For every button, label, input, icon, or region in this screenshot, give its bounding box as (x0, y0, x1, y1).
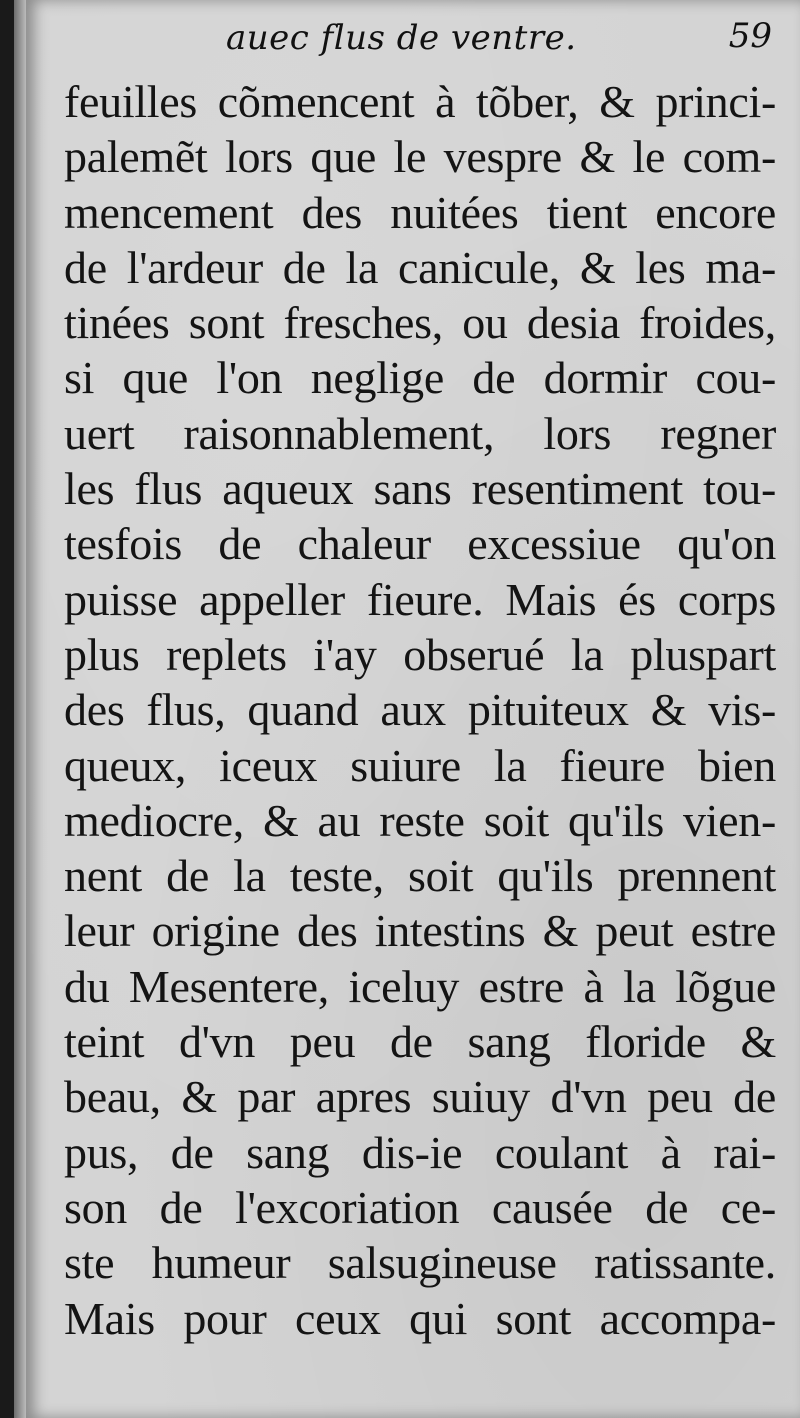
text-line: palemẽt lors que le vespre & le com- (64, 131, 776, 183)
text-line: si que l'on neglige de dormir cou- (64, 352, 776, 404)
book-page (26, 0, 800, 1418)
text-line: du Mesentere, iceluy estre à la lõgue (64, 960, 776, 1012)
text-line: tinées sont fresches, ou desia froides, (64, 297, 776, 349)
text-line: les flus aqueux sans resentiment tou- (64, 463, 776, 515)
text-line: feuilles cõmencent à tõber, & princi- (64, 76, 776, 127)
text-line: des flus, quand aux pituiteux & vis- (64, 684, 776, 736)
text-line: mediocre, & au reste soit qu'ils vien- (64, 794, 776, 846)
text-line: leur origine des intestins & peut estre (64, 905, 776, 957)
text-line: beau, & par apres suiuy d'vn peu de (64, 1071, 776, 1123)
text-line: plus replets i'ay obserué la pluspart (64, 628, 776, 680)
text-line: teint d'vn peu de sang floride & (64, 1016, 776, 1068)
text-line: uert raisonnablement, lors regner (64, 407, 776, 459)
body-text (64, 74, 776, 1346)
text-line: nent de la teste, soit qu'ils prennent (64, 850, 776, 902)
text-line: Mais pour ceux qui sont accompa- (64, 1292, 776, 1344)
text-line: son de l'excoriation causée de ce- (64, 1181, 776, 1233)
text-line: de l'ardeur de la canicule, & les ma- (64, 241, 776, 293)
text-line: mencement des nuitées tient encore (64, 186, 776, 238)
text-line: pus, de sang dis-ie coulant à rai- (64, 1126, 776, 1178)
text-line: tesfois de chaleur excessiue qu'on (64, 518, 776, 570)
text-line: puisse appeller fieure. Mais és corps (64, 573, 776, 625)
text-line: ste humeur salsugineuse ratissante. (64, 1237, 776, 1289)
text-line: queux, iceux suiure la fieure bien (64, 739, 776, 791)
running-head: auec flus de ventre. (226, 18, 577, 58)
page-number: 59 (728, 16, 772, 56)
